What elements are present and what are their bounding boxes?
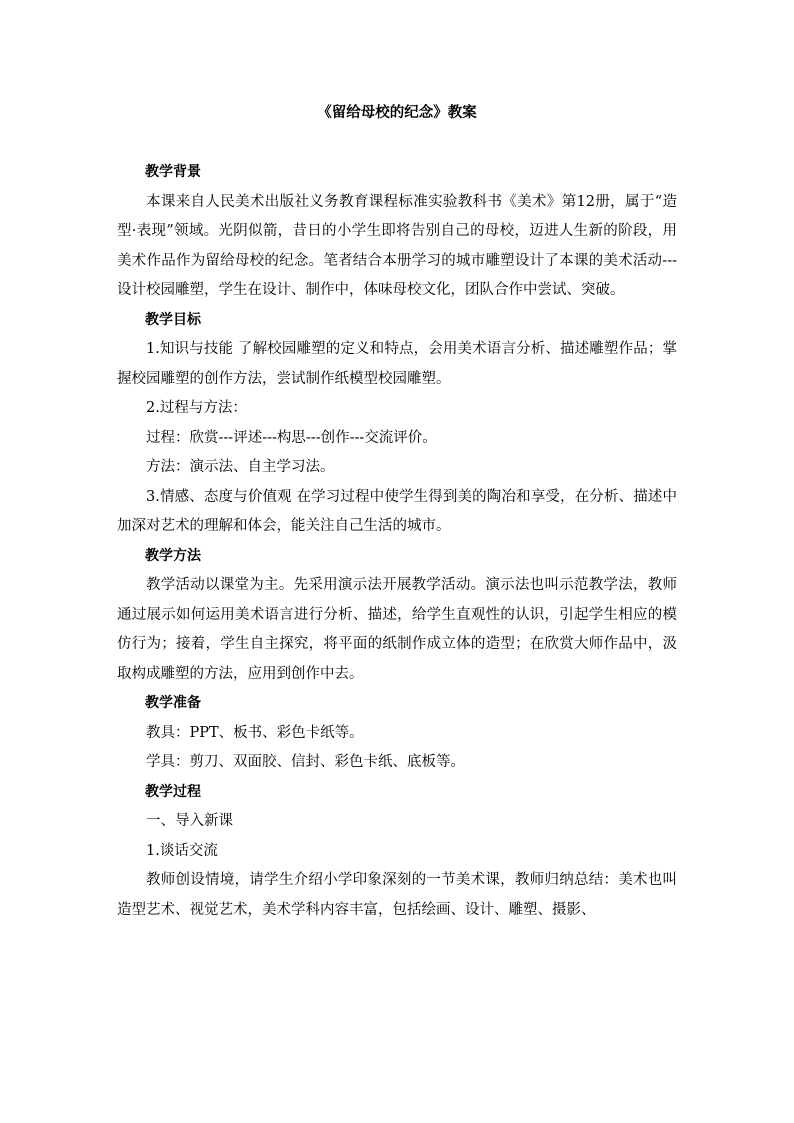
paragraph-objective-2: 2.过程与方法： [146, 400, 247, 416]
section-heading-process: 教学过程 [145, 783, 201, 800]
section-heading-preparation: 教学准备 [145, 695, 201, 711]
paragraph-talk-detail: 教师创设情境，请学生介绍小学印象深刻的一节美术课，教师归纳总结：美术也叫造型艺术、视觉艺术，美术学科内容丰富，包括绘画、设计、雕塑、摄影、 [117, 872, 677, 918]
paragraph-intro: 一、导入新课 [146, 813, 233, 829]
document-title: 《留给母校的纪念》教案 [317, 104, 477, 121]
paragraph-objective-1: 1.知识与技能 了解校园雕塑的定义和特点，会用美术语言分析、描述雕塑作品；掌握校园雕塑的创作方法，尝试制作纸模型校园雕塑。 [117, 341, 677, 387]
section-heading-methods: 教学方法 [145, 547, 201, 564]
paragraph-teaching-aids: 教具：PPT、板书、彩色卡纸等。 [146, 724, 364, 741]
paragraph-background: 本课来自人民美术出版社义务教育课程标准实验教科书《美术》第12册，属于“造型·表现”领域。光阴似箭，昔日的小学生即将告别自己的母校，迈进人生新的阶段，用美术作品作为留给母校的纪念。笔者结合本册学习的城市雕塑设计了本课的美术活动---设计校园雕塑，学生在设计、制作中，体味母校文化，团队合作中尝试、突破。 [117, 193, 677, 298]
paragraph-objective-3: 3.情感、态度与价值观 在学习过程中使学生得到美的陶冶和享受，在分析、描述中加深对艺术的理解和体会，能关注自己生活的城市。 [117, 488, 677, 534]
paragraph-talk: 1.谈话交流 [146, 842, 218, 859]
paragraph-process: 过程：欣赏---评述---构思---创作---交流评价。 [146, 429, 437, 446]
paragraph-learning-aids: 学具：剪刀、双面胶、信封、彩色卡纸、底板等。 [146, 754, 465, 770]
section-heading-background: 教学背景 [145, 164, 201, 180]
document-body [117, 98, 677, 925]
paragraph-methods: 教学活动以课堂为主。先采用演示法开展教学活动。演示法也叫示范教学法，教师通过展示如何运用美术语言进行分析、描述，给学生直观性的认识，引起学生相应的模仿行为；接着，学生自主探究，将平面的纸制作成立体的造型；在欣赏大师作品中，汲取构成雕塑的方法，应用到创作中去。 [117, 577, 677, 682]
paragraph-method: 方法：演示法、自主学习法。 [146, 459, 335, 475]
section-heading-objectives: 教学目标 [145, 311, 201, 328]
